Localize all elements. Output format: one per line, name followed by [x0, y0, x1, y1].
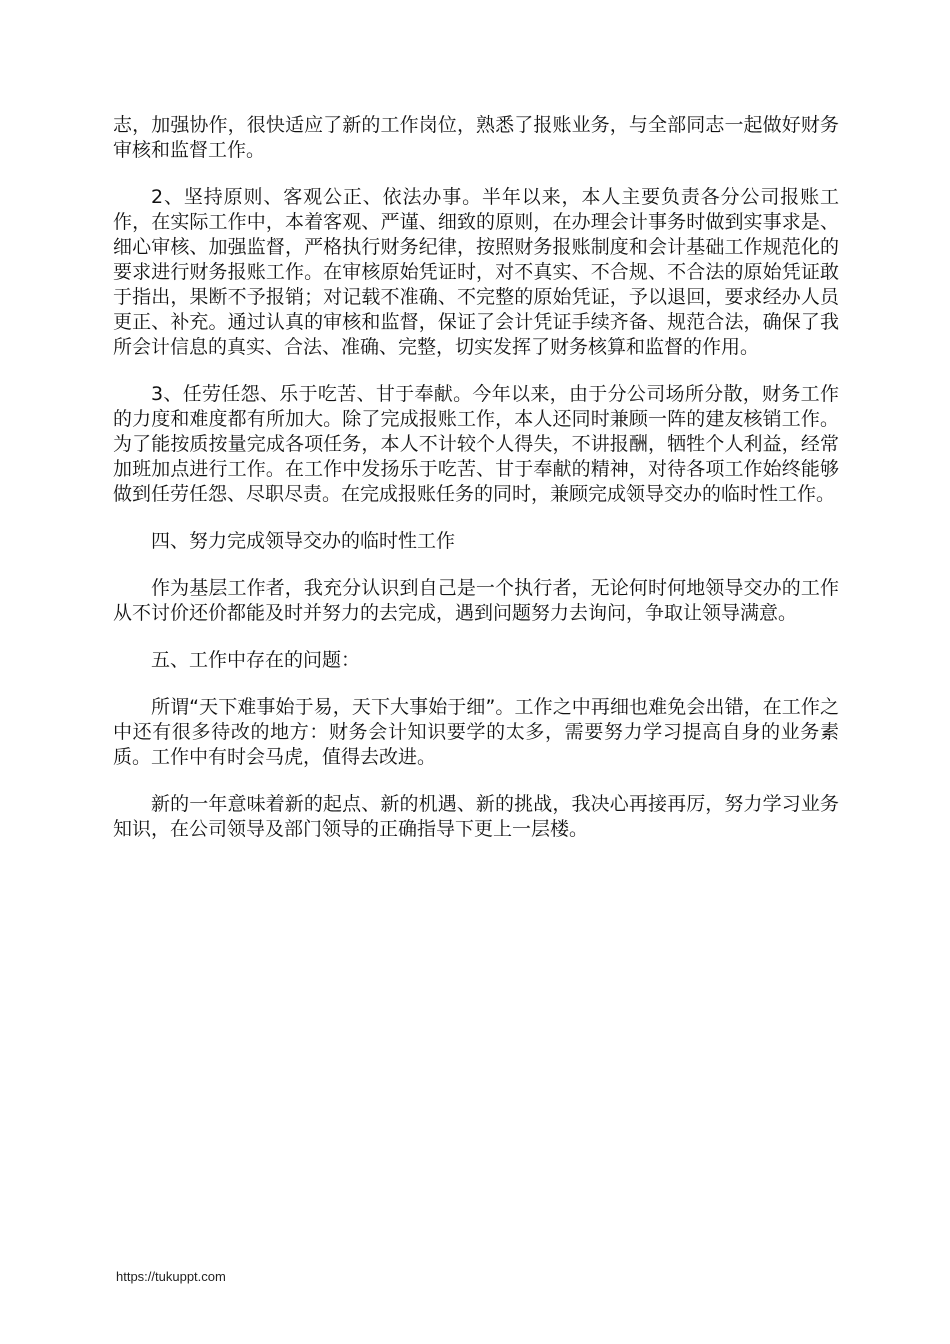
footer-url: https://tukuppt.com: [116, 1269, 226, 1284]
paragraph-dedication: 3、任劳任怨、乐于吃苦、甘于奉献。今年以来，由于分公司场所分散，财务工作的力度和难度都有所加大。除了完成报账工作，本人还同时兼顾一阵的建友核销工作。为了能按质按量完成各项任务，本人不计较个人得失，不讲报酬，牺牲个人利益，经常加班加点进行工作。在工作中发扬乐于吃苦、甘于奉献的精神，对待各项工作始终能够做到任劳任怨、尽职尽责。在完成报账任务的同时，兼顾完成领导交办的临时性工作。: [113, 383, 839, 505]
section-heading-five: 五、工作中存在的问题：: [151, 649, 361, 671]
document-body: [113, 113, 839, 864]
paragraph-principles: 2、坚持原则、客观公正、依法办事。半年以来，本人主要负责各分公司报账工作，在实际工作中，本着客观、严谨、细致的原则，在办理会计事务时做到实事求是、细心审核、加强监督，严格执行财务纪律，按照财务报账制度和会计基础工作规范化的要求进行财务报账工作。在审核原始凭证时，对不真实、不合规、不合法的原始凭证敢于指出，果断不予报销；对记载不准确、不完整的原始凭证，予以退回，要求经办人员更正、补充。通过认真的审核和监督，保证了会计凭证手续齐备、规范合法，确保了我所会计信息的真实、合法、准确、完整，切实发挥了财务核算和监督的作用。: [113, 186, 839, 358]
paragraph-temporary-work: 作为基层工作者，我充分认识到自己是一个执行者，无论何时何地领导交办的工作从不讨价还价都能及时并努力的去完成，遇到问题努力去询问，争取让领导满意。: [113, 577, 839, 624]
paragraph-problems: 所谓“天下难事始于易，天下大事始于细”。工作之中再细也难免会出错，在工作之中还有很多待改的地方：财务会计知识要学的太多，需要努力学习提高自身的业务素质。工作中有时会马虎，值得去改进。: [113, 696, 839, 768]
paragraph-new-year: 新的一年意味着新的起点、新的机遇、新的挑战，我决心再接再厉，努力学习业务知识，在公司领导及部门领导的正确指导下更上一层楼。: [113, 793, 839, 840]
section-heading-four: 四、努力完成领导交办的临时性工作: [151, 530, 456, 552]
paragraph-continuation: 志，加强协作，很快适应了新的工作岗位，熟悉了报账业务，与全部同志一起做好财务审核和监督工作。: [113, 114, 839, 161]
